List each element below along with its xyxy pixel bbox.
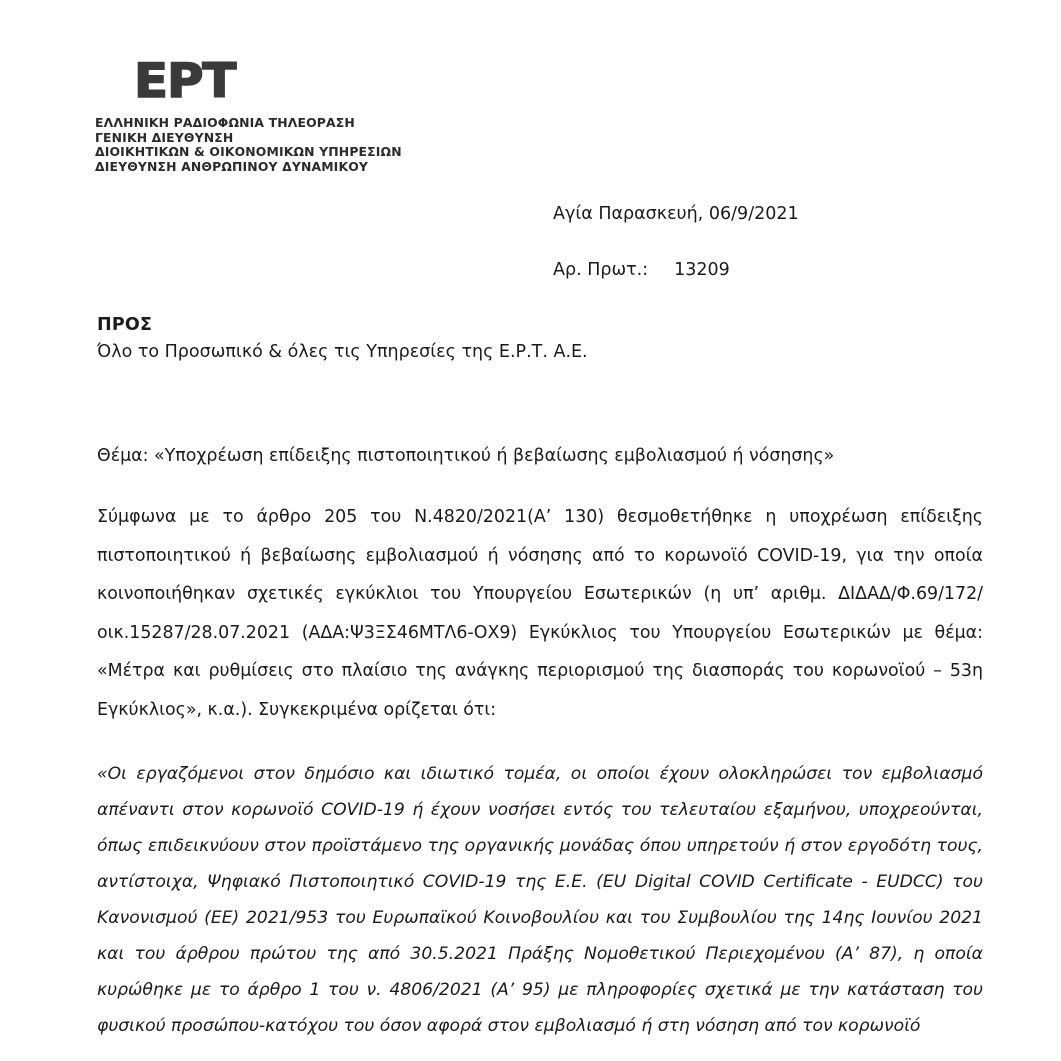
org-line-2: ΓΕΝΙΚΗ ΔΙΕΥΘΥΝΣΗ — [95, 129, 234, 145]
place-and-date: Αγία Παρασκευή, 06/9/2021 — [553, 204, 799, 224]
paragraph-quoted-provision: «Οι εργαζόμενοι στον δημόσιο και ιδιωτικό τομέα, οι οποίοι έχουν ολοκληρώσει τον εμβολιασμό απέναντι στον κορωνοϊό COVID-19 ή έχουν νοσήσει εντός του τελευταίου εξαμήνου, υποχρεούνται, όπως επιδεικνύουν στον προϊστάμενο της οργανικής μονάδας όπου υπηρετούν ή στον εργοδότη τους, αντίστοιχα, Ψηφιακό Πιστοποιητικό COVID-19 της Ε.Ε. (EU Digital COVID Certificate - EUDCC) του Κανονισμού (ΕΕ) 2021/953 του Ευρωπαϊκού Κοινοβουλίου και του Συμβουλίου της 14ης Ιουνίου 2021 και του άρθρου πρώτου της από 30.5.2021 Πράξης Νομοθετικού Περιεχομένου (Α’ 87), η οποία κυρώθηκε με το άρθρο 1 του ν. 4806/2021 (Α’ 95) με πληροφορίες σχετικά με την κατάσταση του φυσικού προσώπου-κατόχου του όσον αφορά στον εμβολιασμό ή στη νόσηση από τον κορωνοϊό — [97, 763, 983, 1036]
org-line-3: ΔΙΟΙΚΗΤΙΚΩΝ & ΟΙΚΟΝΟΜΙΚΩΝ ΥΠΗΡΕΣΙΩΝ — [95, 144, 402, 160]
protocol-value: 13209 — [674, 259, 730, 280]
document-body — [97, 443, 983, 1044]
recipient-block — [97, 313, 588, 365]
org-line-4: ΔΙΕΥΘΥΝΣΗ ΑΝΘΡΩΠΙΝΟΥ ΔΥΝΑΜΙΚΟΥ — [95, 158, 369, 174]
document-meta — [553, 203, 799, 282]
subject-line: Θέμα: «Υποχρέωση επίδειξης πιστοποιητικού ή βεβαίωσης εμβολιασμού ή νόσησης» — [97, 446, 835, 466]
protocol-number-row — [553, 259, 799, 282]
letterhead — [95, 54, 654, 174]
recipient-label: ΠΡΟΣ — [97, 315, 153, 335]
ert-logo: ΕΡΤ — [134, 54, 236, 109]
protocol-label: Αρ. Πρωτ.: — [553, 259, 649, 280]
paragraph-legal-basis: Σύμφωνα με το άρθρο 205 του Ν.4820/2021(Α’ 130) θεσμοθετήθηκε η υποχρέωση επίδειξης πιστοποιητικού ή βεβαίωσης εμβολιασμού ή νόσησης από το κορωνοϊό COVID-19, για την οποία κοινοποιήθηκαν σχετικές εγκύκλιοι του Υπουργείου Εσωτερικών (η υπ’ αριθμ. ΔΙΔΑΔ/Φ.69/172/οικ.15287/28.07.2021 (ΑΔΑ:Ψ3ΞΣ46ΜΤΛ6-ΟΧ9) Εγκύκλιος του Υπουργείου Εσωτερικών με θέμα: «Μέτρα και ρυθμίσεις στο πλαίσιο της ανάγκης περιορισμού της διασποράς του κορωνοϊού – 53η Εγκύκλιος», κ.α.). Συγκεκριμένα ορίζεται ότι: — [97, 507, 983, 721]
organization-lines — [95, 116, 654, 174]
org-line-1: ΕΛΛΗΝΙΚΗ ΡΑΔΙΟΦΩΝΙΑ ΤΗΛΕΟΡΑΣΗ — [95, 115, 355, 130]
recipient-name: Όλο το Προσωπικό & όλες τις Υπηρεσίες της Ε.Ρ.Τ. Α.Ε. — [97, 341, 588, 362]
